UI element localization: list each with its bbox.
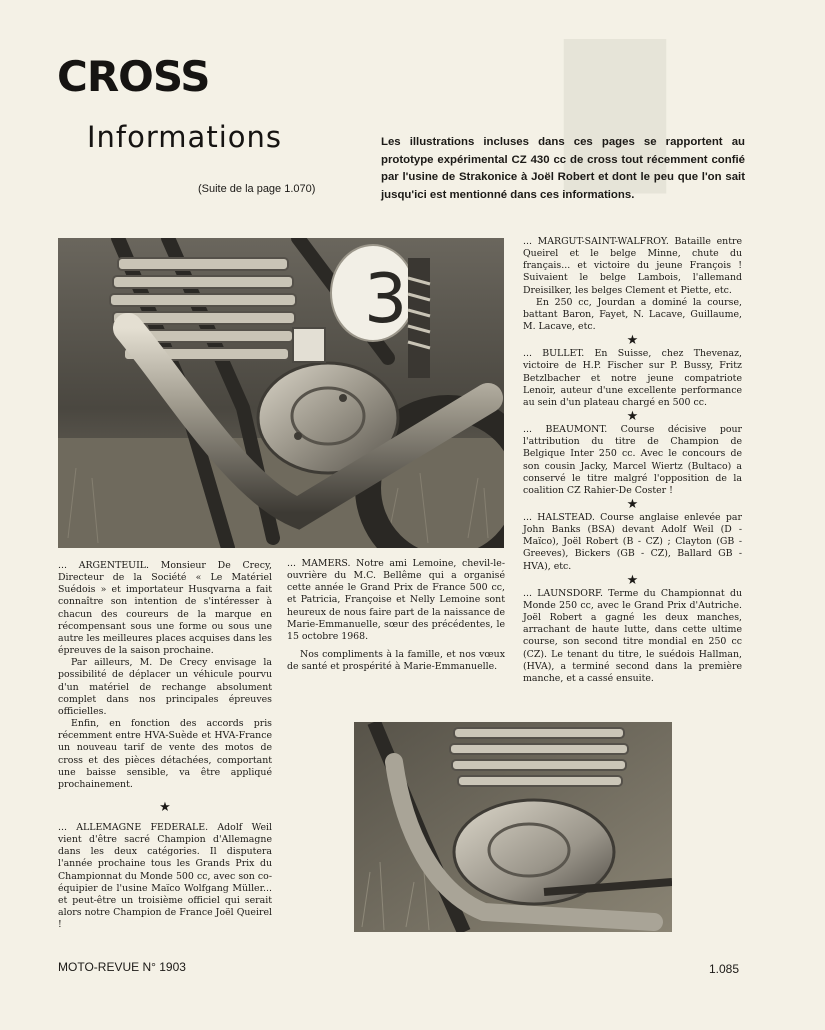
show-through-ghost: █ <box>565 40 665 192</box>
continued-from-note: (Suite de la page 1.070) <box>198 183 316 195</box>
star-separator-icon: ★ <box>626 333 639 349</box>
news-mamers: ... MAMERS. Notre ami Lemoine, chevil-le-ouvrière du M.C. Bellême qui a organisé cette année le Grand Prix de France 500 cc, et Patricia, Françoise et Nelly Lemoine sont heureux de nous faire part de la naissance de Marie-Emmanuelle, sœur des précédentes, le 15 octobre 1968. <box>287 558 505 642</box>
news-margut-250: En 250 cc, Jourdan a dominé la course, battant Baron, Fayet, N. Lacave, Guillaume, M. Lacave, etc. <box>523 296 742 333</box>
motorcycle-engine-photo <box>354 722 672 932</box>
star-separator-icon: ★ <box>626 409 639 425</box>
star-separator-icon: ★ <box>159 799 171 815</box>
left-news-column <box>58 560 272 931</box>
news-argenteuil: ... ARGENTEUIL. Monsieur De Crecy, Directeur de la Société « Le Matériel Suédois » et importateur Husqvarna a fait connaître son intention de s'intéresser à chacun des coureurs de la marque en récompensant sous une forme ou sous une autre les meilleures places acquises dans les épreuves de la saison prochaine. <box>58 560 272 657</box>
section-title: CROSS <box>57 52 210 101</box>
page-number: 1.085 <box>709 962 740 976</box>
number-plate-digit: 3 <box>364 260 408 339</box>
news-argenteuil-3: Enfin, en fonction des accords pris récemment entre HVA-Suède et HVA-France un nouveau tarif de vente des motos de cross et des pièces détachées, comportant une baisse sensible, va être appliqué prochainement. <box>58 718 272 790</box>
news-argenteuil-2: Par ailleurs, M. De Crecy envisage la possibilité de déplacer un véhicule pourvu d'un matériel de rechange absolument complet dans nos principales épreuves officielles. <box>58 657 272 717</box>
star-separator-icon: ★ <box>626 572 639 588</box>
magazine-issue-label: MOTO-REVUE N° 1903 <box>58 960 186 974</box>
news-bullet: ... BULLET. En Suisse, chez Thevenaz, victoire de H.P. Fischer sur P. Bussy, Fritz Betzlbacher et notre jeune compatriote Lenoir, auteur d'une excellente performance au sein d'un plateau chargé en 500 cc. <box>523 348 742 408</box>
intro-paragraph: Les illustrations incluses dans ces pages se rapportent au prototype expérimental CZ 430 cc de cross tout récemment confié par l'usine de Strakonice à Joël Robert et dont le peu que l'on sait jusqu'ici est mentionné dans ces informations. <box>381 136 745 201</box>
star-separator-icon: ★ <box>626 496 639 512</box>
right-news-column <box>523 236 742 685</box>
news-mamers-2: Nos compliments à la famille, et nos vœux de santé et prospérité à Marie-Emmanuelle. <box>287 649 505 673</box>
engine-photo-bottom <box>354 722 672 932</box>
news-halstead: ... HALSTEAD. Course anglaise enlevée par John Banks (BSA) devant Adolf Weil (D - Maïco), Joël Robert (B - CZ) ; Clayton (GB - Greeves), Bickers (GB - CZ), Ballard GB - HVA), etc. <box>523 511 742 572</box>
engine-photo-top <box>58 238 504 548</box>
middle-news-column <box>287 558 505 673</box>
news-margut: ... MARGUT-SAINT-WALFROY. Bataille entre Queirel et le belge Minne, chute du français... et victoire du jeune François ! Suivaient le belge Lambois, l'allemand Dreisilker, les belges Clement et Piette, etc. <box>523 236 742 296</box>
news-beaumont: ... BEAUMONT. Course décisive pour l'attribution du titre de Champion de Belgique Inter 250 cc. Avec le concours de son cousin Jacky, Marcel Wiertz (Bultaco) a conservé le titre malgré l'opposition de la coalition CZ Rahier-De Coster ! <box>523 424 742 496</box>
news-allemagne: ... ALLEMAGNE FEDERALE. Adolf Weil vient d'être sacré Champion d'Allemagne dans les deux catégories. Il disputera l'année prochaine tous les Grands Prix du Championnat du Monde 500 cc, avec son co-équipier de l'usine Maïco Wolfgang Müller... et peut-être un troisième officiel qui serait alors notre Champion de France Joël Queirel ! <box>58 821 272 931</box>
news-launsdorf: ... LAUNSDORF. Terme du Championnat du Monde 250 cc, avec le Grand Prix d'Autriche. Joël Robert a gagné les deux manches, arrachant de haute lutte, dans cette ultime course, son second titre mondial en 250 cc (CZ). Le tenant du titre, le suédois Hallman, (HVA), a terminé second dans la première manche, et a cassé ensuite. <box>523 587 742 684</box>
section-subtitle: Informations <box>87 120 282 154</box>
motorcycle-engine-photo <box>58 238 504 548</box>
